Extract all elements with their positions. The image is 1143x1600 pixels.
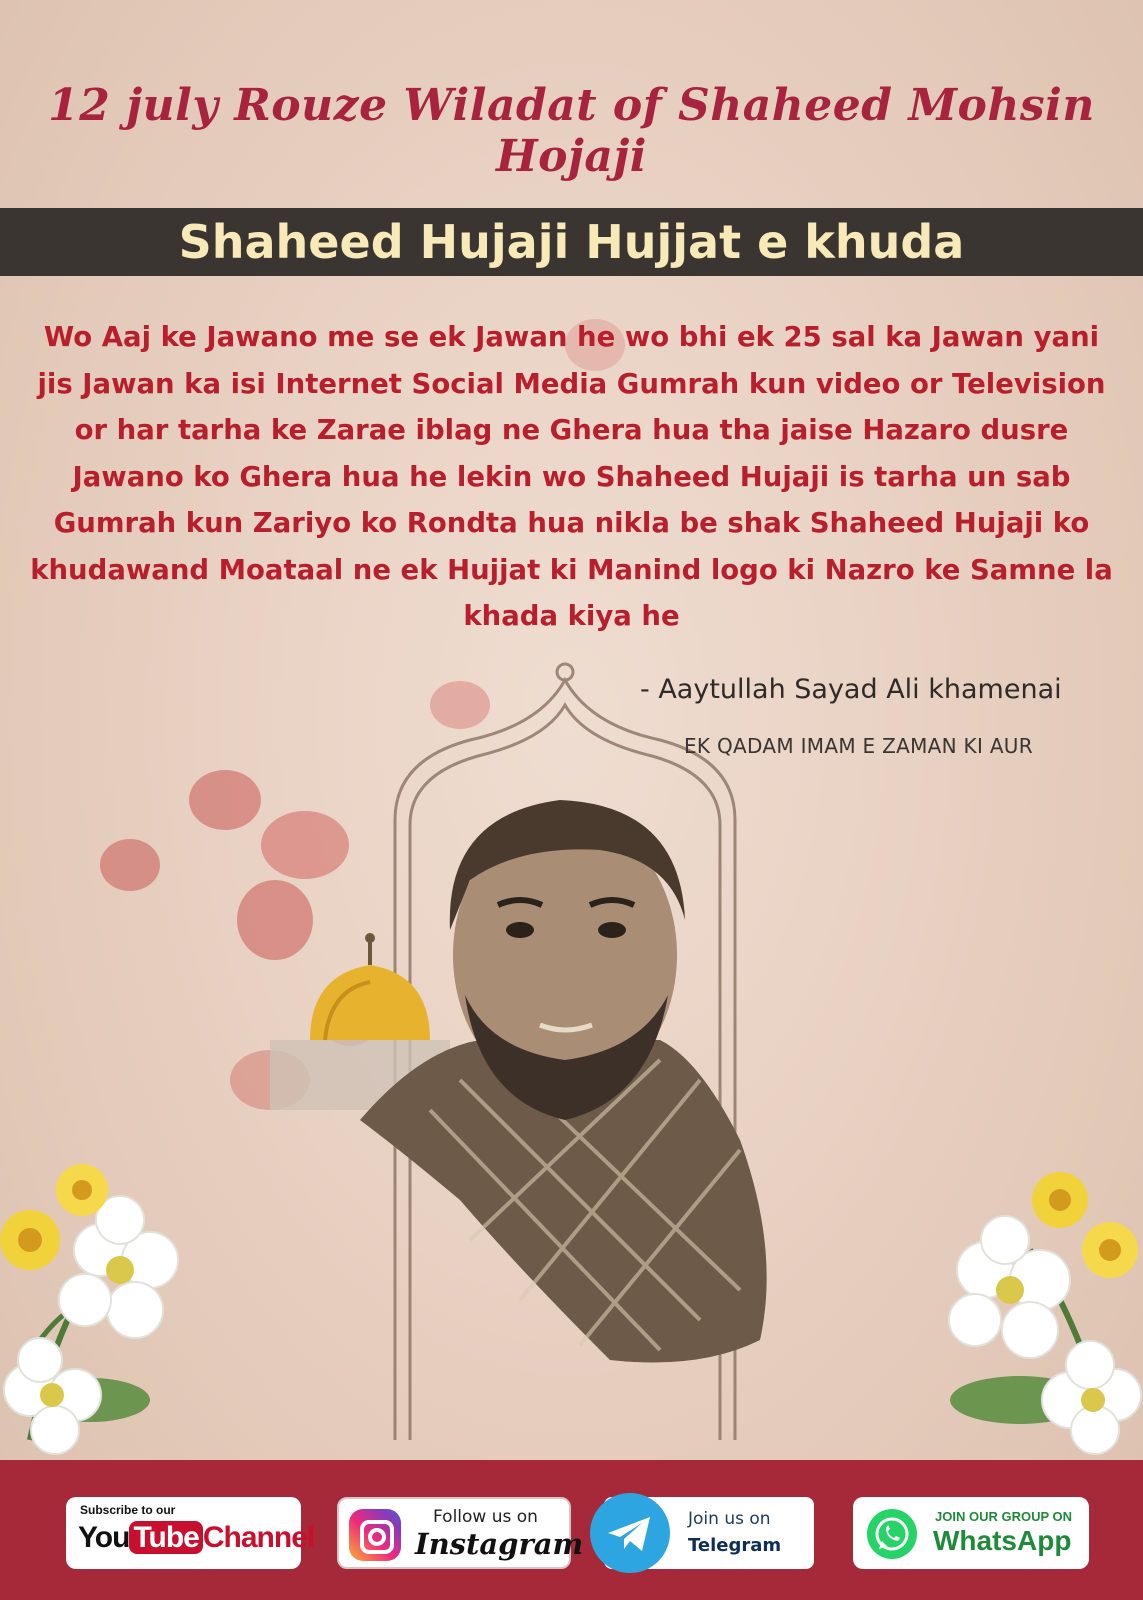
quote-author: - Aaytullah Sayad Ali khamenai [640, 674, 1062, 705]
youtube-channel: Channel [202, 1521, 315, 1554]
tagline: EK QADAM IMAM E ZAMAN KI AUR [684, 734, 1033, 758]
flowers-left [0, 1164, 178, 1454]
headline: 12 july Rouze Wiladat of Shaheed Mohsin Hojaji [48, 80, 1095, 182]
flowers-right [949, 1172, 1141, 1454]
whatsapp-label: WhatsApp [933, 1525, 1072, 1556]
whatsapp-group-button[interactable] [853, 1497, 1089, 1569]
instagram-icon [349, 1509, 401, 1561]
whatsapp-join-text: JOIN OUR GROUP ON [935, 1509, 1073, 1524]
quote-text: Wo Aaj ke Jawano me se ek Jawan he wo bhi ek 25 sal ka Jawan yani jis Jawan ka isi Internet Social Media Gumrah kun video or Television or har tarha ke Zarae iblag ne Ghera hua tha jaise Hazaro dusre Jawano ko Ghera hua he lekin wo Shaheed Hujaji is tarha un sab Gumrah kun Zariyo ko Rondta hua nikla be shak Shaheed Hujaji ko khudawand Moataal ne ek Hujjat ki Manind logo ki Nazro ke Samne la khada kiya he [30, 321, 1113, 632]
telegram-icon [590, 1493, 670, 1573]
youtube-tube: Tube [129, 1521, 202, 1554]
banner-title: Shaheed Hujaji Hujjat e khuda [178, 215, 965, 269]
instagram-label: Instagram [415, 1527, 584, 1561]
youtube-you: You [78, 1521, 130, 1554]
title-banner [0, 208, 1143, 276]
instagram-follow-text: Follow us on [433, 1507, 538, 1527]
telegram-button[interactable] [604, 1497, 814, 1569]
youtube-subscribe-text: Subscribe to our [80, 1503, 176, 1517]
youtube-channel-button[interactable] [66, 1497, 315, 1569]
portrait [360, 800, 767, 1363]
instagram-button[interactable] [337, 1497, 584, 1569]
telegram-label: Telegram [688, 1535, 782, 1556]
whatsapp-icon [867, 1509, 917, 1559]
telegram-join-text: Join us on [688, 1509, 771, 1529]
youtube-logo-text [78, 1521, 314, 1555]
